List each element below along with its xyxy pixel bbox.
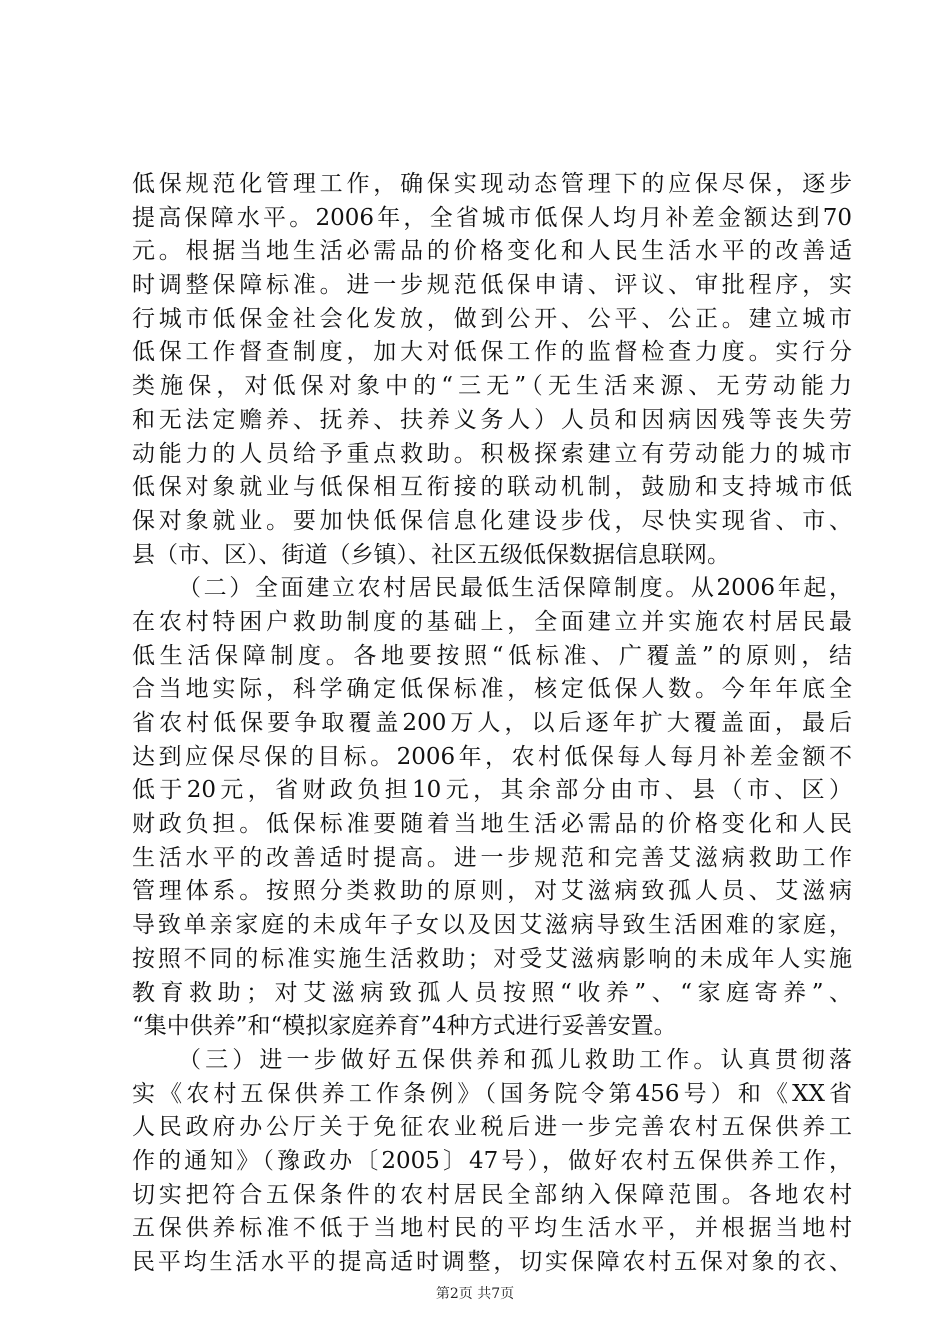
text-line: 实《农村五保供养工作条例》（国务院令第456号）和《XX省 (132, 1080, 852, 1107)
text-line: 人民政府办公厅关于免征农业税后进一步完善农村五保供养工 (132, 1114, 852, 1141)
text-line: 合当地实际，科学确定低保标准，核定低保人数。今年年底全 (132, 676, 852, 703)
body-text (132, 168, 852, 1280)
text-line: （三）进一步做好五保供养和孤儿救助工作。认真贯彻落 (178, 1046, 852, 1073)
paragraph-3 (132, 1044, 852, 1280)
text-line: 低保对象就业与低保相互衔接的联动机制，鼓励和支持城市低 (132, 474, 852, 501)
text-line: 财政负担。低保标准要随着当地生活必需品的价格变化和人民 (132, 811, 852, 838)
page-number-footer: 第2页 共7页 (435, 1286, 515, 1302)
text-line: 管理体系。按照分类救助的原则，对艾滋病致孤人员、艾滋病 (132, 878, 852, 905)
text-line: 教育救助；对艾滋病致孤人员按照“收养”、“家庭寄养”、 (132, 979, 852, 1006)
text-line: 低保规范化管理工作，确保实现动态管理下的应保尽保，逐步 (132, 171, 852, 197)
text-line: 元。根据当地生活必需品的价格变化和人民生活水平的改善适 (132, 238, 852, 265)
text-line: 导致单亲家庭的未成年子女以及因艾滋病导致生活困难的家庭， (132, 912, 852, 939)
text-line: 行城市低保金社会化发放，做到公开、公平、公正。建立城市 (132, 305, 852, 332)
text-line: 县（市、区）、街道（乡镇）、社区五级低保数据信息联网。 (132, 541, 730, 568)
text-line: 提高保障水平。2006年，全省城市低保人均月补差金额达到70 (132, 204, 852, 231)
text-line: 在农村特困户救助制度的基础上，全面建立并实施农村居民最 (132, 608, 852, 635)
text-line: 保对象就业。要加快低保信息化建设步伐，尽快实现省、市、 (132, 507, 852, 534)
text-line: 生活水平的改善适时提高。进一步规范和完善艾滋病救助工作 (132, 844, 852, 871)
text-line: 和无法定赡养、抚养、扶养义务人）人员和因病因残等丧失劳 (132, 406, 852, 433)
text-line: （二）全面建立农村居民最低生活保障制度。从2006年起， (178, 575, 852, 602)
text-line: 达到应保尽保的目标。2006年，农村低保每人每月补差金额不 (132, 743, 852, 770)
text-line: 五保供养标准不低于当地村民的平均生活水平，并根据当地村 (132, 1215, 852, 1242)
text-line: 动能力的人员给予重点救助。积极探索建立有劳动能力的城市 (132, 440, 852, 467)
text-line: 民平均生活水平的提高适时调整，切实保障农村五保对象的衣、 (132, 1249, 852, 1275)
text-line: 低生活保障制度。各地要按照“低标准、广覆盖”的原则，结 (132, 642, 852, 669)
text-line: 按照不同的标准实施生活救助；对受艾滋病影响的未成年人实施 (132, 945, 852, 972)
paragraph-1 (132, 168, 852, 572)
text-line: “集中供养”和“模拟家庭养育”4种方式进行妥善安置。 (132, 1013, 677, 1040)
text-line: 低保工作督查制度，加大对低保工作的监督检查力度。实行分 (132, 339, 852, 366)
paragraph-2 (132, 572, 852, 1044)
text-line: 省农村低保要争取覆盖200万人，以后逐年扩大覆盖面，最后 (132, 710, 852, 736)
text-line: 类施保，对低保对象中的“三无”（无生活来源、无劳动能力 (132, 373, 852, 400)
text-line: 时调整保障标准。进一步规范低保申请、评议、审批程序，实 (132, 272, 852, 299)
text-line: 切实把符合五保条件的农村居民全部纳入保障范围。各地农村 (132, 1181, 852, 1208)
text-line: 低于20元，省财政负担10元，其余部分由市、县（市、区） (132, 777, 852, 804)
text-line: 作的通知》（豫政办〔2005〕47号），做好农村五保供养工作， (132, 1147, 852, 1174)
